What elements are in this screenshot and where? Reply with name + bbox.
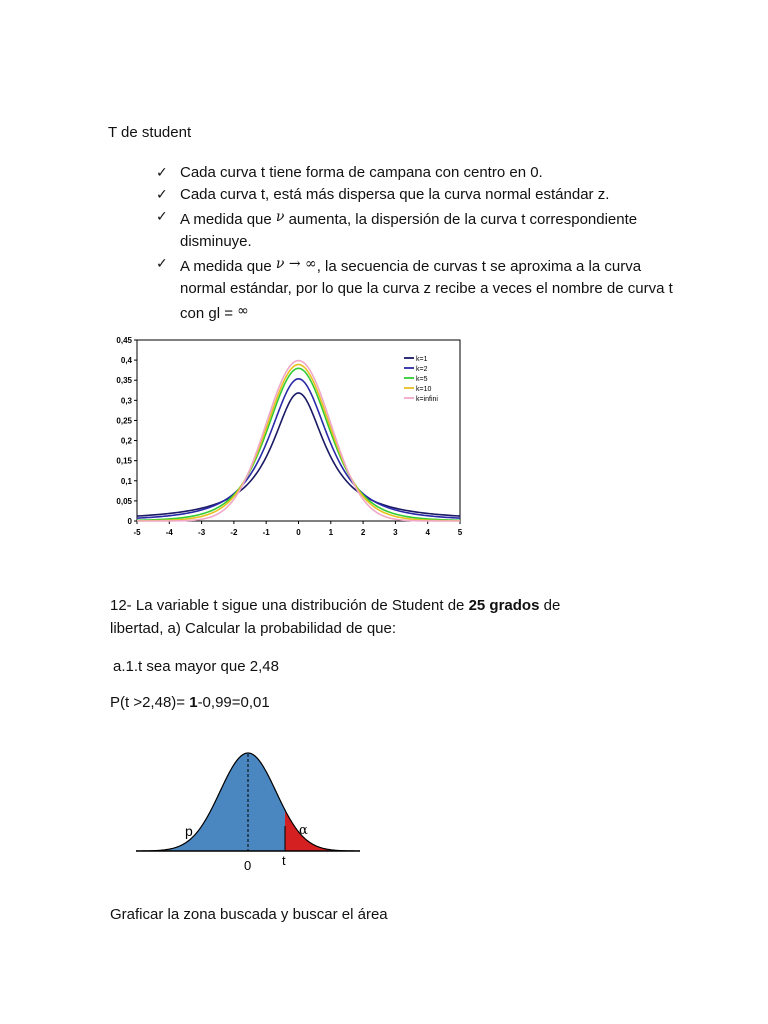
footer-instruction: Graficar la zona buscada y buscar el área bbox=[110, 906, 388, 923]
y-tick-label: 0,3 bbox=[120, 396, 132, 406]
x-tick-label: -3 bbox=[198, 528, 206, 537]
bullet-item-4: ✓ A medida que ν → ∞, la secuencia de curvas t se aproxima a la curva normal estándar, por lo que la curva z recibe a veces el nombre de curva t con gl = ∞ bbox=[156, 253, 676, 325]
checkmark-icon: ✓ bbox=[156, 187, 168, 203]
y-tick-label: 0 bbox=[127, 517, 132, 526]
series-line-k-infini bbox=[137, 361, 460, 521]
equation: P(t >2,48)= 1-0,99=0,01 bbox=[110, 694, 270, 711]
y-tick-label: 0,2 bbox=[120, 436, 132, 446]
problem-line-1: 12- La variable t sigue una distribución de Student de 25 grados de bbox=[110, 597, 561, 614]
nu-to-infinity-symbol: ν → ∞ bbox=[275, 256, 317, 272]
label-alpha: α bbox=[299, 823, 308, 838]
y-tick-label: 0,15 bbox=[116, 456, 132, 466]
series-line-k-1 bbox=[137, 393, 460, 516]
bullet-item-2: ✓ Cada curva t, está más dispersa que la curva normal estándar z. bbox=[156, 184, 676, 206]
y-tick-label: 0,35 bbox=[116, 376, 132, 386]
x-tick-label: -2 bbox=[230, 528, 238, 537]
label-p: p bbox=[185, 823, 193, 839]
bullet-item-3: ✓ A medida que ν aumenta, la dispersión de la curva t correspondiente disminuye. bbox=[156, 206, 676, 253]
legend-label: k=infini bbox=[416, 396, 438, 403]
probability-area-alpha bbox=[285, 810, 360, 851]
x-tick-label: 4 bbox=[425, 528, 430, 537]
y-tick-label: 0,4 bbox=[120, 356, 132, 366]
bullet-item-1: ✓ Cada curva t tiene forma de campana con centro en 0. bbox=[156, 162, 676, 184]
x-tick-label: 3 bbox=[393, 528, 398, 537]
subquestion: a.1.t sea mayor que 2,48 bbox=[113, 658, 279, 675]
series-line-k-2 bbox=[137, 379, 460, 518]
x-tick-label: -1 bbox=[262, 528, 270, 537]
series-line-k-5 bbox=[137, 368, 460, 520]
x-tick-label: -5 bbox=[133, 528, 141, 537]
legend-label: k=2 bbox=[416, 366, 428, 373]
x-tick-label: -4 bbox=[165, 528, 173, 537]
y-tick-label: 0,05 bbox=[116, 496, 132, 506]
legend-label: k=10 bbox=[416, 386, 432, 393]
probability-area-p bbox=[136, 753, 285, 851]
legend-label: k=1 bbox=[416, 356, 428, 363]
problem-line-2: libertad, a) Calcular la probabilidad de que: bbox=[110, 620, 397, 637]
x-tick-label: 5 bbox=[457, 528, 463, 537]
x-tick-label: 1 bbox=[328, 528, 334, 537]
checkmark-icon: ✓ bbox=[156, 209, 168, 225]
tail-area-diagram bbox=[132, 742, 364, 872]
x-tick-label: 2 bbox=[360, 528, 366, 537]
x-tick-label: 0 bbox=[296, 528, 301, 537]
infinity-symbol: ∞ bbox=[237, 303, 249, 319]
legend-label: k=5 bbox=[416, 376, 428, 383]
label-zero: 0 bbox=[244, 858, 252, 872]
page-heading: T de student bbox=[108, 124, 192, 141]
y-tick-label: 0,1 bbox=[120, 476, 132, 486]
nu-symbol: ν bbox=[275, 209, 285, 225]
t-distribution-chart bbox=[102, 328, 474, 544]
y-tick-label: 0,45 bbox=[116, 336, 132, 345]
bullet-list bbox=[156, 162, 676, 325]
checkmark-icon: ✓ bbox=[156, 165, 168, 181]
label-t: t bbox=[282, 853, 286, 868]
y-tick-label: 0,25 bbox=[116, 416, 132, 426]
checkmark-icon: ✓ bbox=[156, 256, 168, 272]
